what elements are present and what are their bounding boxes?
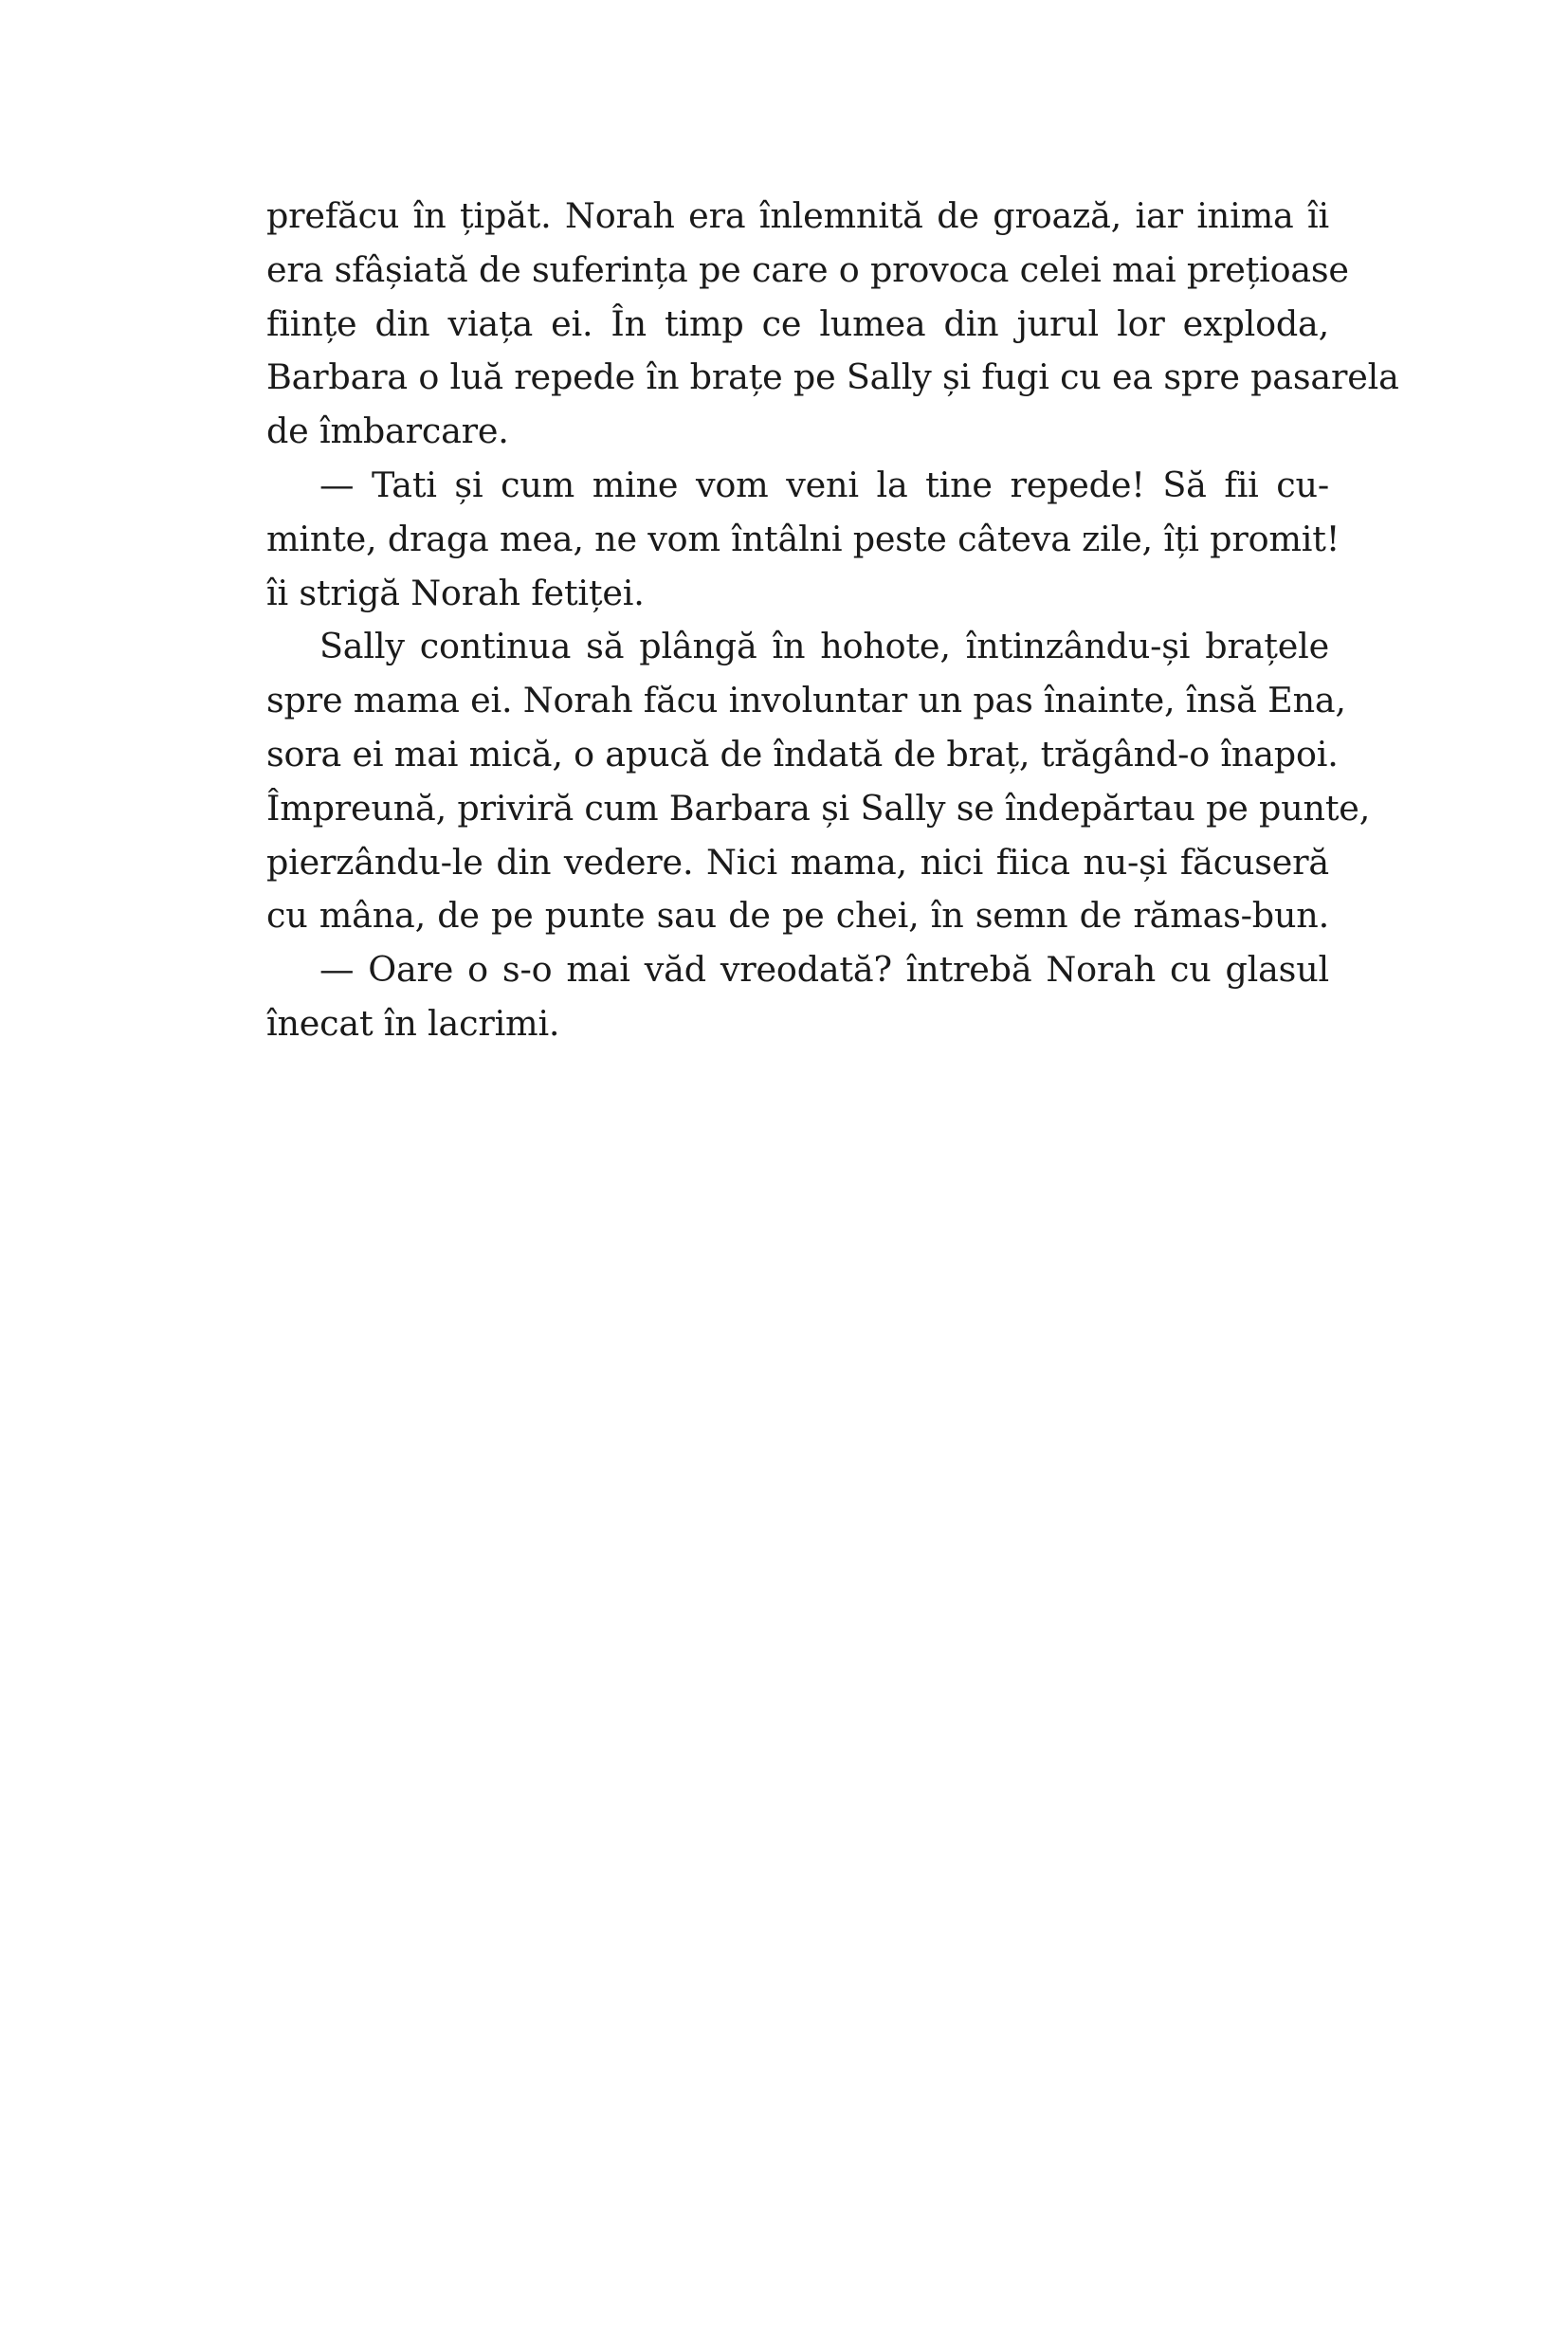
text-line: era sfâșiată de suferința pe care o provoca celei mai prețioase bbox=[266, 248, 1349, 290]
text-line: minte, draga mea, ne vom întâlni peste câteva zile, îți promit! bbox=[266, 518, 1340, 559]
text-line: cu mâna, de pe punte sau de pe chei, în semn de rămas-bun. bbox=[266, 895, 1329, 937]
dialogue-line: — Oare o s-o mai văd vreodată? întrebă Norah cu glasul bbox=[319, 949, 1329, 991]
text-line: Împreună, priviră cum Barbara și Sally se îndepărtau pe punte, bbox=[266, 787, 1371, 829]
text-line: îi strigă Norah fetiței. bbox=[266, 572, 645, 613]
text-line: spre mama ei. Norah făcu involuntar un pas înainte, însă Ena, bbox=[266, 680, 1346, 721]
text-line: pierzându-le din vedere. Nici mama, nici fiica nu-și făcuseră bbox=[266, 841, 1329, 883]
paragraph-first-line: Sally continua să plângă în hohote, întinzându-și brațele bbox=[319, 626, 1329, 667]
body-text bbox=[266, 190, 1399, 1051]
text-line: sora ei mai mică, o apucă de îndată de braț, trăgând-o înapoi. bbox=[266, 733, 1339, 775]
text-line: înecat în lacrimi. bbox=[266, 1002, 560, 1044]
dialogue-line: — Tati și cum mine vom veni la tine repede! Să fii cu- bbox=[319, 464, 1329, 505]
text-line: ființe din viața ei. În timp ce lumea din jurul lor exploda, bbox=[266, 302, 1329, 344]
text-line: de îmbarcare. bbox=[266, 410, 509, 452]
text-line: Barbara o luă repede în brațe pe Sally și fugi cu ea spre pasarela bbox=[266, 356, 1399, 398]
text-line: prefăcu în țipăt. Norah era înlemnită de groază, iar inima îi bbox=[266, 195, 1329, 236]
